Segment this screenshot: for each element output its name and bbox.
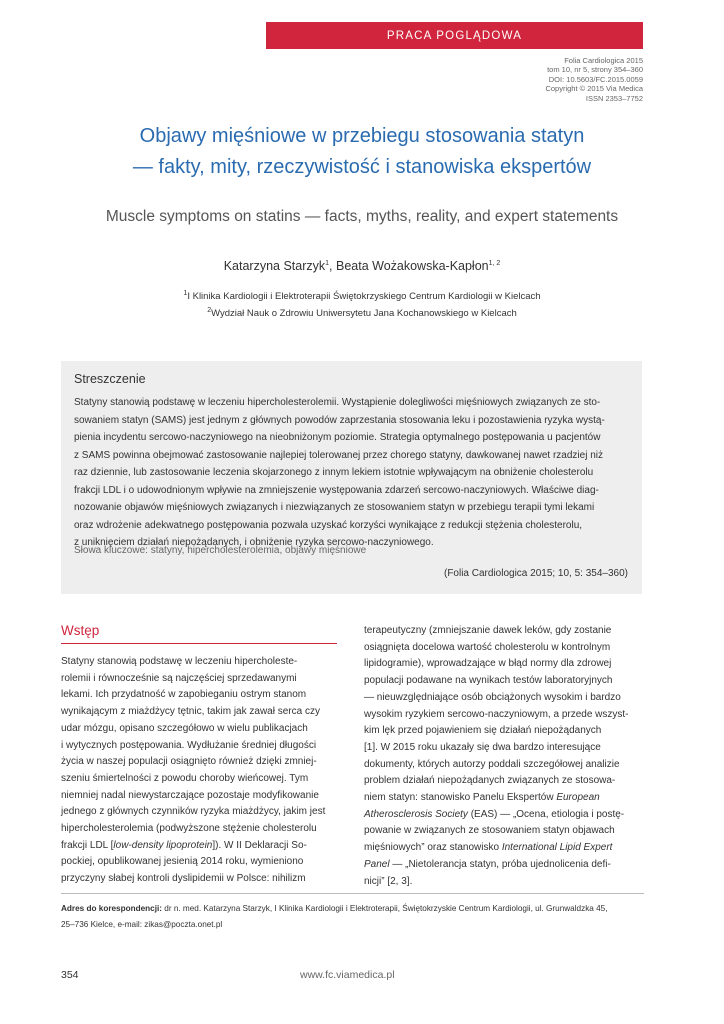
affiliation-list <box>60 288 664 322</box>
body-line <box>364 690 644 707</box>
body-line <box>364 673 644 690</box>
author-name: Beata Wożakowska-Kapłon <box>335 259 489 273</box>
page-number: 354 <box>61 969 79 981</box>
body-line <box>364 656 644 673</box>
article-subtitle: Muscle symptoms on statins — facts, myths, reality, and expert statements <box>105 208 619 225</box>
article-title <box>60 121 664 183</box>
text-run: i wytycznych postępowania. Wydłużanie średniej długości <box>61 739 317 751</box>
text-run: ]). W II Deklaracji So- <box>212 839 307 851</box>
italic-text: International Lipid Expert <box>501 842 613 854</box>
body-line <box>61 754 338 771</box>
text-run: wysokim ryzykiem sercowo-naczyniowym, a przede wszyst- <box>364 708 629 720</box>
text-run: przyczyny słabej kontroli dyslipidemii w Polsce: nihilizm <box>61 873 306 885</box>
text-run: dokumenty, których autorzy poddali szczegółowej analizie <box>364 758 620 770</box>
body-line <box>364 874 644 891</box>
body-column-right <box>364 623 644 890</box>
abstract-line: oraz wdrożenie adekwatnego postępowania pozwala uzyskać korzyści wynikające z redukcji stężenia cholesterolu, <box>74 519 583 531</box>
text-run: problem działań niepożądanych związanych ze stosowa- <box>364 775 616 787</box>
body-line <box>364 790 644 807</box>
body-line <box>364 857 644 874</box>
footnote-line <box>61 901 608 917</box>
text-run: kim lęk przed pojawieniem się działań niepożądanych <box>364 725 602 737</box>
body-line <box>364 757 644 774</box>
body-line <box>61 687 338 704</box>
text-run: [1]. W 2015 roku ukazały się dwa bardzo interesujące <box>364 741 601 753</box>
footnote-divider <box>61 893 644 894</box>
body-line <box>61 788 338 805</box>
text-run: frakcji LDL [ <box>61 839 114 851</box>
abstract-line: z SAMS powinna obejmować zastosowanie najlepiej tolerowanej przez chorego statyny, dawkowanej nawet rzadziej niż <box>74 449 603 461</box>
text-run: 25–736 Kielce, e-mail: zikas@poczta.onet.pl <box>61 920 223 929</box>
correspondence-footnote <box>61 901 608 933</box>
text-run: dr n. med. Katarzyna Starzyk, I Klinika Kardiologii i Elektroterapii, Świętokrzyskie Centrum Kardiologii, ul. Grunwaldzka 45, <box>162 904 608 913</box>
affiliation-number: 2 <box>207 306 212 314</box>
text-run: hipercholesterolemia (podwyższone stężenie cholesterolu <box>61 823 317 835</box>
text-run: mięśniowych” oraz stanowisko <box>364 842 502 854</box>
italic-text: Atherosclerosis Society <box>364 808 468 820</box>
abstract-line: nozowanie objawów mięśniowych związanych i niezwiązanych ze stosowaniem statyn w przebiegu terapii tymi lekami <box>74 502 595 513</box>
text-run: lekami. Ich przydatność w zapobieganiu ostrym stanom <box>61 689 307 701</box>
body-line <box>364 723 644 740</box>
body-line <box>364 807 644 824</box>
affiliation-text: Wydział Nauk o Zdrowiu Uniwersytetu Jana Kochanowskiego w Kielcach <box>211 308 517 319</box>
body-line <box>61 771 338 788</box>
text-run: lipidogramie), wprowadzające w błąd normy dla zdrowej <box>364 658 612 670</box>
abstract-line: sowaniem statyn (SAMS) jest jednym z głównych powodów zaprzestania stosowania leku i pozostawienia ryzyka wystą- <box>74 414 605 426</box>
abstract-body <box>74 394 628 552</box>
body-line <box>61 654 338 671</box>
title-line: Objawy mięśniowe w przebiegu stosowania statyn <box>139 125 585 147</box>
body-line <box>61 738 338 755</box>
journal-issn: ISSN 2353–7752 <box>585 93 643 103</box>
italic-text: low-density lipoprotein <box>113 839 213 851</box>
author-separator: , <box>329 259 336 273</box>
body-line <box>364 823 644 840</box>
text-run: Statyny stanowią podstawę w leczeniu hipercholeste- <box>61 656 298 667</box>
body-line <box>61 721 338 738</box>
body-column-left <box>61 654 338 888</box>
author-name: Katarzyna Starzyk <box>223 259 326 273</box>
author-list <box>60 259 664 273</box>
text-run: terapeutyczny (zmniejszanie dawek leków, gdy zostanie <box>364 625 612 636</box>
text-run: wynikającym z miażdżycy tętnic, takim jak zawał serca czy <box>61 706 320 718</box>
text-run: — nieuwzględniające osób obciążonych wysokim i bardzo <box>364 691 621 703</box>
body-line <box>364 740 644 757</box>
body-line <box>61 704 338 721</box>
text-run: osiągnięta docelowa wartość cholesterolu w kontrolnym <box>364 641 611 653</box>
affiliation <box>60 305 664 322</box>
body-line <box>61 838 338 855</box>
text-run: populacji podawane na wynikach testów laboratoryjnych <box>364 675 613 687</box>
journal-name: Folia Cardiologica 2015 <box>564 56 643 65</box>
body-line <box>364 640 644 657</box>
abstract-line: raz dziennie, lub zastosowanie leczenia skojarzonego z innym lekiem istotnie wpływającym na obniżenie cholesterolu <box>74 467 594 478</box>
body-line <box>61 821 338 838</box>
title-line: — fakty, mity, rzeczywistość i stanowiska ekspertów <box>132 156 592 178</box>
body-line <box>61 804 338 821</box>
abstract-heading: Streszczenie <box>74 372 146 386</box>
journal-doi: DOI: 10.5603/FC.2015.0059 <box>548 74 643 84</box>
body-line <box>364 623 644 640</box>
body-line <box>61 854 338 871</box>
abstract-line: z uniknięciem działań niepożądanych, i obniżenie ryzyka sercowo-naczyniowego. <box>74 537 434 548</box>
section-heading: Wstęp <box>61 623 100 638</box>
text-run: szeniu śmiertelności z powodu choroby wieńcowej. Tym <box>61 772 309 784</box>
author-affiliation-ref: 1, 2 <box>488 259 501 267</box>
bold-label: Adres do korespondencji: <box>61 904 162 913</box>
body-line <box>364 707 644 724</box>
italic-text: European <box>556 792 600 804</box>
text-run: życia w naszej populacji osiągnięto również dzięki zmniej- <box>61 756 317 768</box>
text-run: nicji” [2, 3]. <box>364 875 413 887</box>
article-type-label: PRACA POGLĄDOWA <box>386 29 523 42</box>
affiliation-number: 1 <box>183 289 188 297</box>
abstract-line: pienia incydentu sercowo-naczyniowego na nieobniżonym poziomie. Strategia optymalnego postępowania u pacjentów <box>74 432 601 443</box>
article-type-banner <box>266 22 643 49</box>
text-run: rolemii i równocześnie są najczęściej sprzedawanymi <box>61 672 297 684</box>
section-heading-rule <box>61 643 337 644</box>
affiliation <box>60 288 664 305</box>
body-line <box>364 773 644 790</box>
body-line <box>364 840 644 857</box>
italic-text: Panel <box>364 858 390 870</box>
affiliation-text: I Klinika Kardiologii i Elektroterapii Świętokrzyskiego Centrum Kardiologii w Kielcach <box>187 291 541 302</box>
text-run: niemniej nadal niewystarczające pozostaje modyfikowanie <box>61 789 319 801</box>
author-affiliation-ref: 1 <box>325 259 330 267</box>
citation: (Folia Cardiologica 2015; 10, 5: 354–360) <box>443 568 628 579</box>
text-run: — „Nietolerancja statyn, próba ujednolicenia defi- <box>389 858 611 870</box>
body-line <box>61 671 338 688</box>
text-run: (EAS) — „Ocena, etiologia i postę- <box>467 808 625 820</box>
text-run: jednego z głównych czynników ryzyka miażdżycy, jakim jest <box>61 806 326 818</box>
journal-meta <box>545 56 643 103</box>
text-run: pockiej, opublikowanej jesienią 2014 roku, wymieniono <box>61 856 304 868</box>
abstract-line: Statyny stanowią podstawę w leczeniu hipercholesterolemii. Wystąpienie dolegliwości mięśniowych związanych ze sto- <box>74 397 601 408</box>
journal-copyright: Copyright © 2015 Via Medica <box>545 84 643 94</box>
journal-website: www.fc.viamedica.pl <box>300 969 395 981</box>
text-run: udar mózgu, opisano szczegółowo w wielu publikacjach <box>61 722 308 734</box>
text-run: powanie w związanych ze stosowaniem statyn objawach <box>364 825 615 837</box>
text-run: niem statyn: stanowisko Panelu Ekspertów <box>364 792 557 804</box>
abstract-line: frakcji LDL i o udowodnionym wpływie na zmniejszenie występowania zdarzeń sercowo-naczyniowych. Właściwe diag- <box>74 484 599 496</box>
body-line <box>61 871 338 888</box>
journal-volume: tom 10, nr 5, strony 354–360 <box>547 65 643 75</box>
footnote-line <box>61 917 608 933</box>
keywords: Słowa kluczowe: statyny, hipercholesterolemia, objawy mięśniowe <box>74 545 367 556</box>
